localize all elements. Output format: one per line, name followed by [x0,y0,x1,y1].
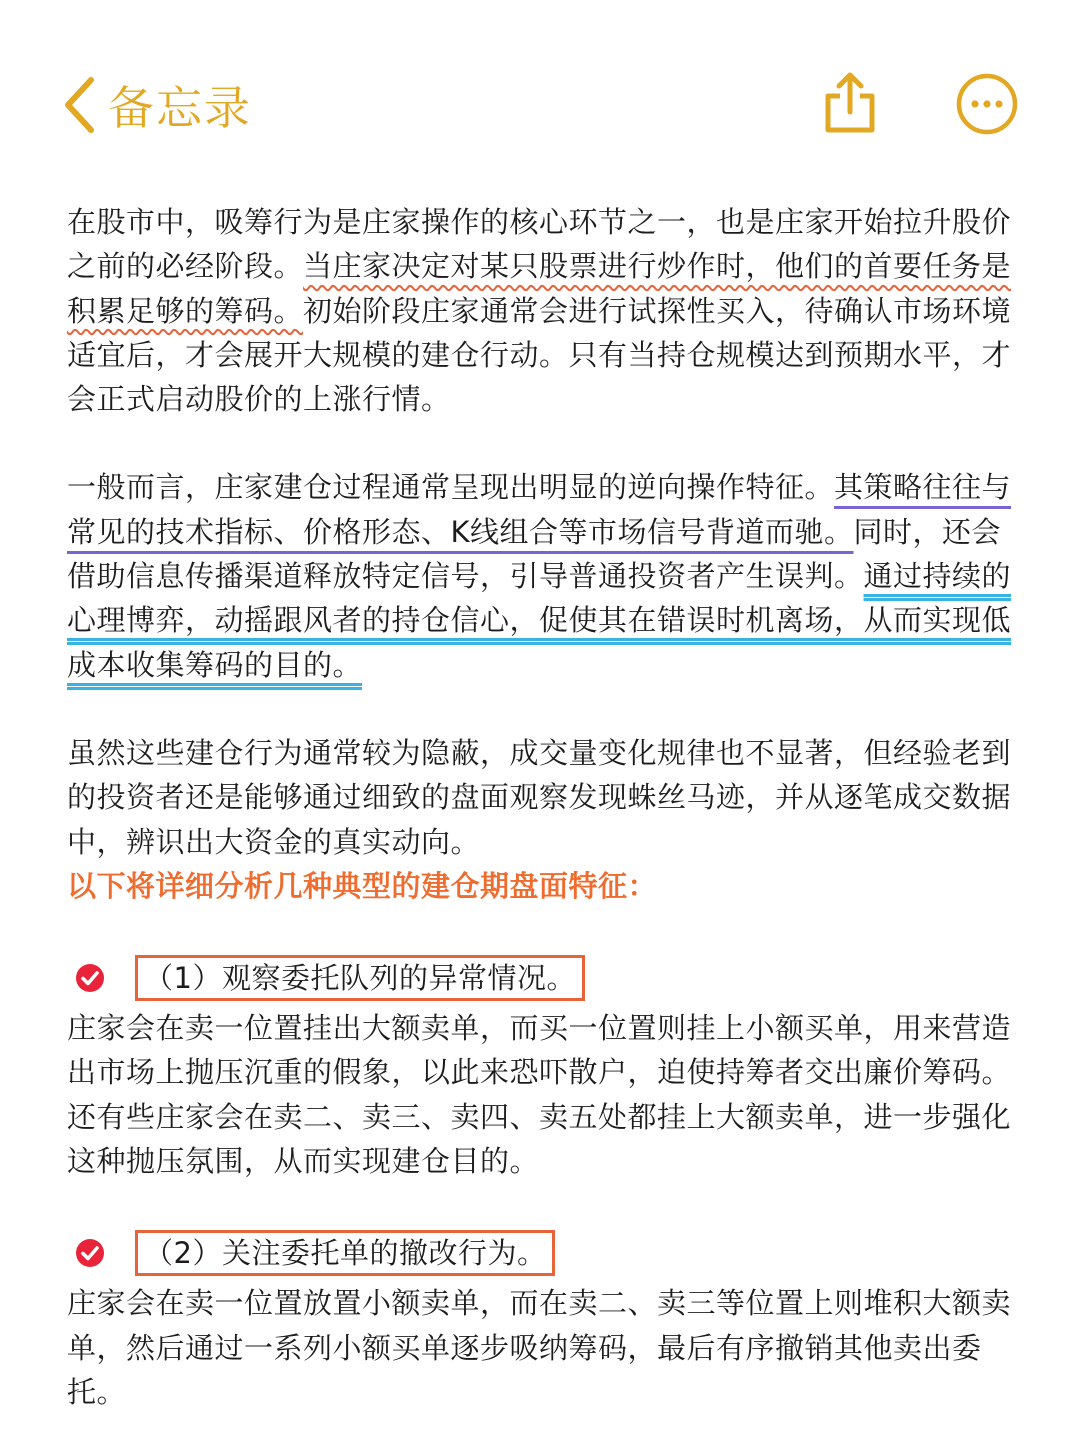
p1-text-a: 在股市中，吸筹行为是庄家操作的核心环节之一，也是庄家开始拉升股价之前的必经阶段。 [67,205,1012,284]
item-2-body: 庄家会在卖一位置放置小额卖单，而在卖二、卖三等位置上则堆积大额卖单，然后通过一系列小额买单逐步吸纳筹码，最后有序撤销其他卖出委托。 [67,1286,1012,1409]
share-button[interactable] [820,70,880,136]
paragraph-2 [67,465,1017,686]
item-1-body: 庄家会在卖一位置挂出大额卖单，而买一位置则挂上小额买单，用来营造出市场上抛压沉重的假象，以此来恐吓散户，迫使持筹者交出廉价筹码。还有些庄家会在卖二、卖三、卖四、卖五处都挂上大额卖单，进一步强化这种抛压氛围，从而实现建仓目的。 [67,1011,1012,1179]
item-2-title: （2）关注委托单的撤改行为。 [135,1230,555,1276]
paragraph-1 [67,200,1017,421]
share-icon [820,70,880,136]
p2-text-a: 一般而言，庄家建仓过程通常呈现出明显的逆向操作特征。 [67,470,835,505]
p2-highlight-purple: 其策略往往与常见的技术指标、价格形态、K线组合等市场信号背道而驰。 [67,470,1012,549]
p2-text-c: 同时，还会借助信息传播渠道释放特定信号，引导普通投资者产生误判。 [67,514,1002,594]
paragraph-3: 虽然这些建仓行为通常较为隐蔽，成交量变化规律也不显著，但经验老到的投资者还是能够通过细致的盘面观察发现蛛丝马迹，并从逐笔成交数据中，辨识出大资金的真实动向。 [67,735,1012,859]
top-navigation-bar [0,0,1080,175]
more-icon [955,72,1019,136]
p1-highlight-wavy: 当庄家决定对某只股票进行炒作时，他们的首要任务是积累足够的筹码。 [67,249,1012,328]
p2-highlight-double: 通过持续的心理博弈，动摇跟风者的持仓信心，促使其在错误时机离场，从而实现低成本收集筹码的目的。 [67,559,1012,682]
note-content[interactable] [67,200,1017,1414]
item-1-header [67,952,1017,1004]
check-circle-icon [75,963,105,993]
chevron-left-icon [62,76,96,134]
more-options-button[interactable] [955,72,1019,136]
p1-text-c: 初始阶段庄家通常会进行试探性买入，待确认市场环境适宜后，才会展开大规模的建仓行动。只有当持仓规模达到预期水平，才会正式启动股价的上涨行情。 [67,293,1012,417]
section-heading: 以下将详细分析几种典型的建仓期盘面特征： [67,868,658,903]
item-2-header [67,1227,1017,1279]
item-1-title: （1）观察委托队列的异常情况。 [135,955,585,1001]
back-label: 备忘录 [108,81,252,135]
check-circle-icon [75,1238,105,1268]
back-button[interactable] [62,70,252,140]
